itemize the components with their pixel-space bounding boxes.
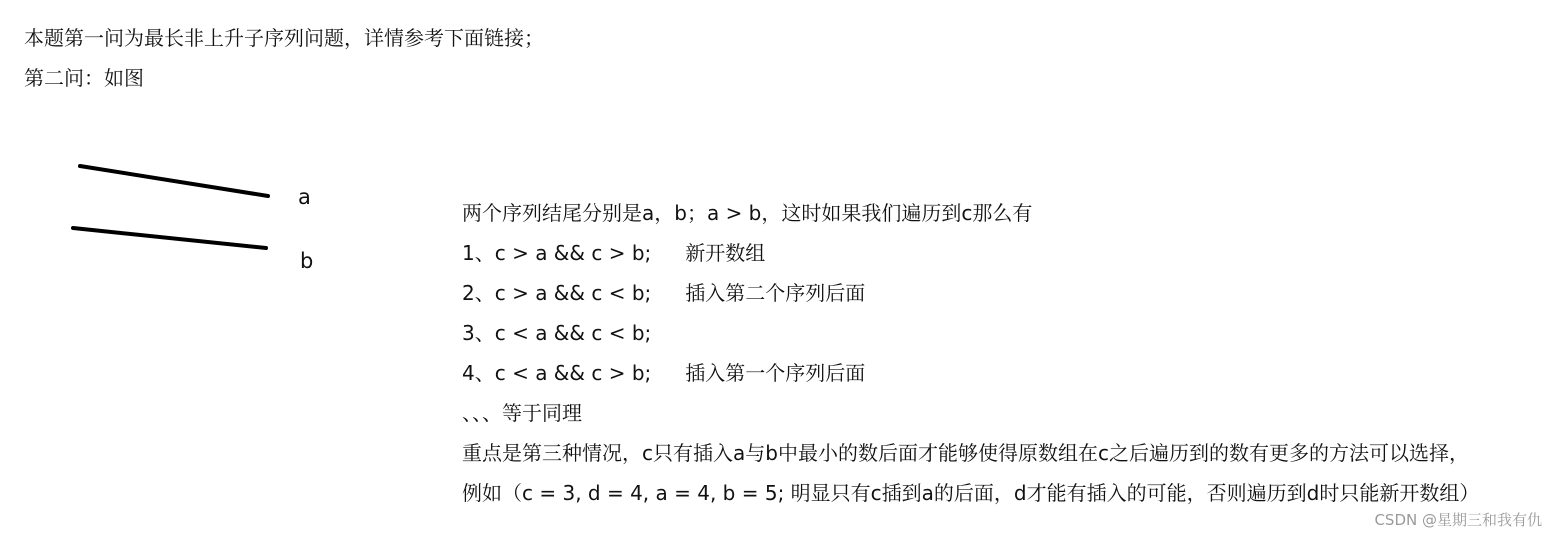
case-1: [462, 233, 1552, 273]
intro-line-2: 第二问：如图: [24, 66, 144, 90]
analysis-line-8: 例如（c = 3, d = 4, a = 4, b = 5; 明显只有c插到a的后面，d才能有插入的可能，否则遍历到d时只能新开数组）: [462, 481, 1480, 505]
case-1-condition: 1、c > a && c > b;: [462, 241, 652, 265]
case-4-condition: 4、c < a && c > b;: [462, 361, 652, 385]
analysis-line-1: 两个序列结尾分别是a，b；a > b，这时如果我们遍历到c那么有: [462, 201, 1033, 225]
case-3-condition: 3、c < a && c < b;: [462, 321, 652, 345]
case-2-condition: 2、c > a && c < b;: [462, 281, 652, 305]
case-4: [462, 353, 1552, 393]
sequence-a-label: a: [298, 185, 311, 209]
sequence-b-line: [73, 228, 266, 248]
case-2: [462, 273, 1552, 313]
case-1-note: 新开数组: [685, 241, 766, 265]
sequence-sketch: [0, 140, 330, 280]
analysis-line-6: 、、、等于同理: [462, 401, 582, 425]
analysis-line-7: 重点是第三种情况，c只有插入a与b中最小的数后面才能够使得原数组在c之后遍历到的数有更多的方法可以选择，: [462, 441, 1469, 465]
csdn-watermark: CSDN @星期三和我有仇: [1374, 511, 1542, 529]
case-3: [462, 313, 1552, 353]
analysis-text: [462, 193, 1552, 513]
sequence-b-label: b: [300, 249, 314, 273]
case-2-note: 插入第二个序列后面: [685, 281, 866, 305]
sequence-a-line: [80, 166, 268, 196]
intro-line-1: 本题第一问为最长非上升子序列问题，详情参考下面链接；: [24, 26, 544, 50]
case-4-note: 插入第一个序列后面: [685, 361, 866, 385]
